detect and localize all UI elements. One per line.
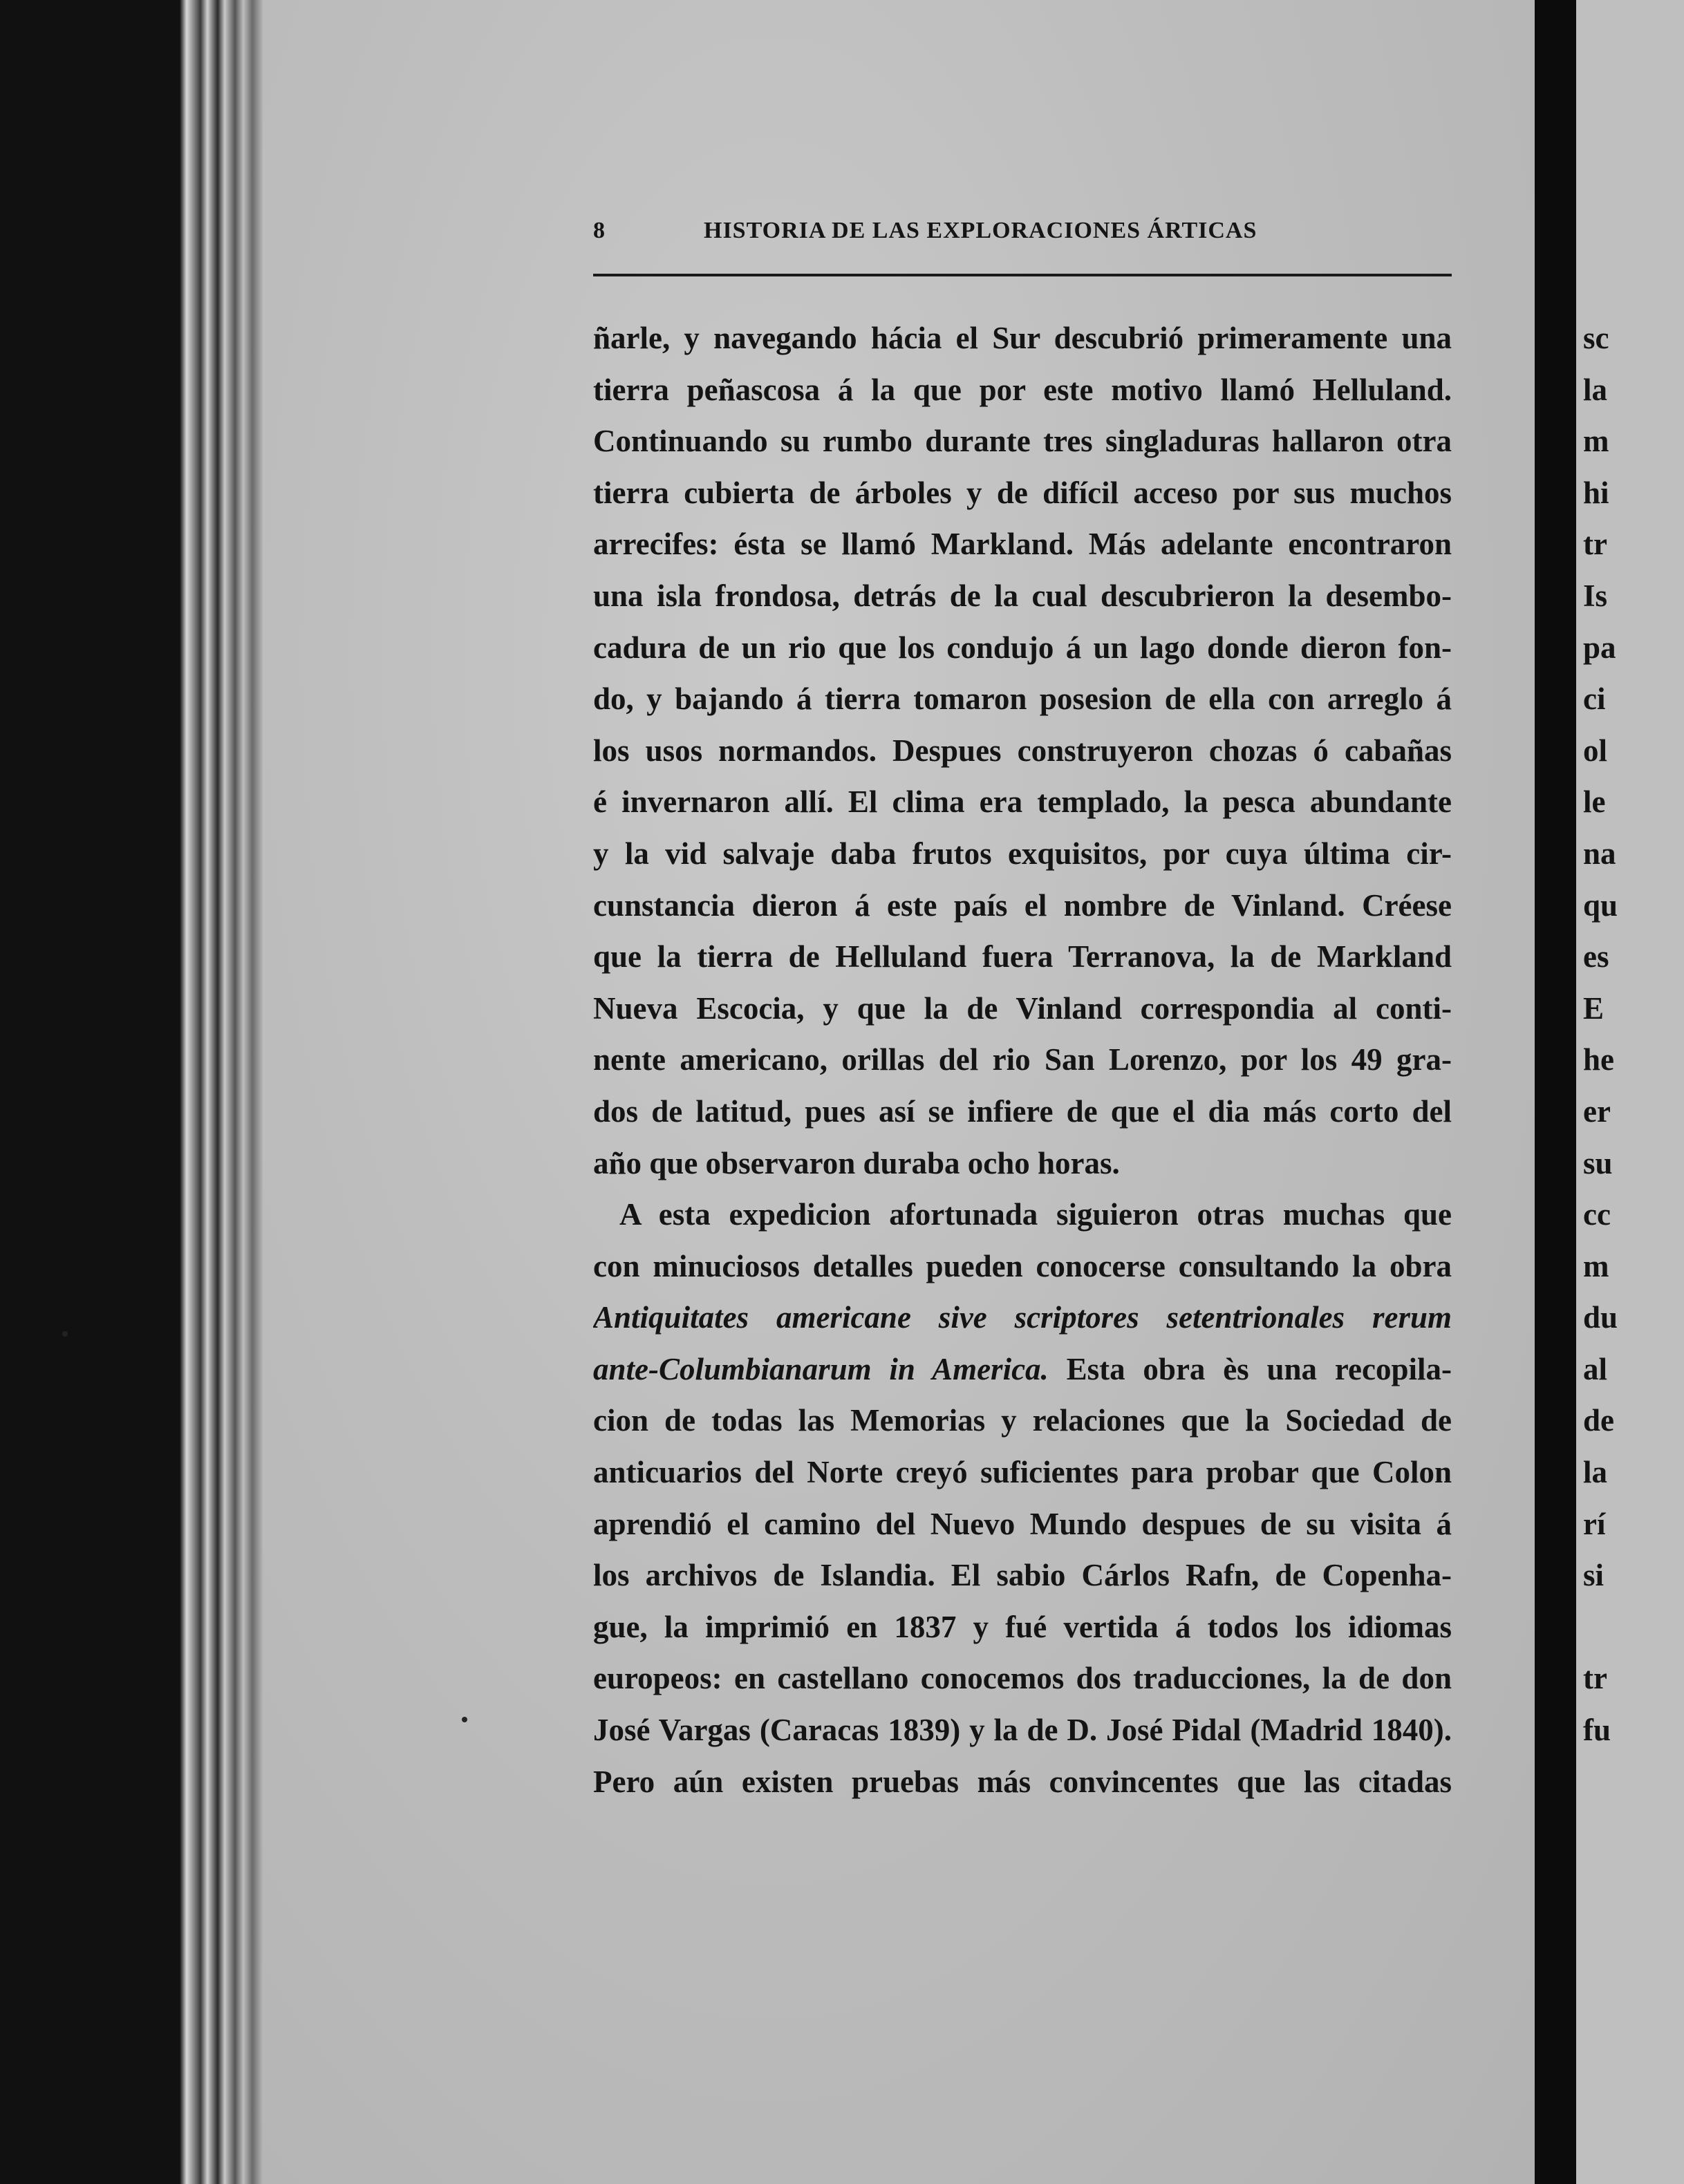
text-line: Continuando su rumbo durante tres singladuras hallaron otra <box>593 424 1452 459</box>
text-line: con minuciosos detalles pueden conocerse consultando la obra <box>593 1248 1452 1283</box>
book-edge <box>0 0 263 2184</box>
facing-page-fragments <box>1583 312 1618 1756</box>
text-line: los usos normandos. Despues construyeron chozas ó cabañas <box>593 733 1452 768</box>
fragment: er <box>1583 1093 1611 1129</box>
text-line: que la tierra de Helluland fuera Terranova, la de Markland <box>593 939 1452 975</box>
fragment: su <box>1583 1145 1613 1180</box>
fragment: de <box>1583 1403 1614 1438</box>
fragment: sc <box>1583 321 1609 355</box>
text-line: una isla frondosa, detrás de la cual descubrieron la desembo- <box>593 578 1452 613</box>
book-title-italic-end: ante-Columbianarum in America. <box>593 1351 1049 1386</box>
text-line: arrecifes: ésta se llamó Markland. Más adelante encontraron <box>593 527 1452 562</box>
body-text <box>593 312 1452 1807</box>
text-line-mixed <box>593 1344 1452 1395</box>
fragment: la <box>1583 372 1608 407</box>
running-head-title: HISTORIA DE LAS EXPLORACIONES ÁRTICAS <box>704 218 1257 243</box>
text-line: do, y bajando á tierra tomaron posesion de ella con arreglo á <box>593 681 1452 717</box>
fragment: hi <box>1583 475 1609 510</box>
text-line: dos de latitud, pues así se infiere de que el dia más corto del <box>593 1093 1452 1129</box>
speck <box>462 1717 467 1722</box>
fragment: Is <box>1583 578 1608 613</box>
header-rule <box>593 274 1452 276</box>
fragment: qu <box>1583 887 1618 923</box>
running-head <box>593 218 1457 244</box>
page-number: 8 <box>593 218 606 243</box>
fragment: fu <box>1583 1713 1611 1748</box>
text-line: los archivos de Islandia. El sabio Cárlos Rafn, de Copenha- <box>593 1558 1452 1593</box>
fragment: ol <box>1583 733 1608 768</box>
text-line: ñarle, y navegando hácia el Sur descubrió primeramente una <box>593 321 1452 355</box>
text-line: cion de todas las Memorias y relaciones que la Sociedad de <box>593 1403 1452 1438</box>
fragment: ci <box>1583 681 1606 717</box>
text-line: y la vid salvaje daba frutos exquisitos, por cuya última cir- <box>593 836 1452 871</box>
text-line: é invernaron allí. El clima era templado, la pesca abundante <box>593 784 1452 820</box>
text-line: europeos: en castellano conocemos dos traducciones, la de don <box>593 1661 1452 1696</box>
fragment: rí <box>1583 1506 1606 1541</box>
fragment: m <box>1583 424 1609 459</box>
text-line: aprendió el camino del Nuevo Mundo despues de su visita á <box>593 1506 1452 1541</box>
fragment: pa <box>1583 630 1616 665</box>
fragment: si <box>1583 1558 1605 1593</box>
facing-page-edge <box>1576 0 1684 2184</box>
text-line: anticuarios del Norte creyó suficientes para probar que Colon <box>593 1455 1452 1490</box>
text-line: cadura de un rio que los condujo á un lago donde dieron fon- <box>593 630 1452 665</box>
book-title-italic: Antiquitates americane sive scriptores setentrionales rerum <box>593 1300 1452 1335</box>
fragment: la <box>1583 1455 1608 1490</box>
fragment: na <box>1583 836 1616 871</box>
fragment: cc <box>1583 1197 1611 1232</box>
text-line: tierra cubierta de árboles y de difícil acceso por sus muchos <box>593 475 1452 510</box>
speck <box>62 1331 68 1337</box>
fragment: du <box>1583 1300 1618 1335</box>
text-line: Nueva Escocia, y que la de Vinland correspondia al conti- <box>593 990 1452 1026</box>
fragment: tr <box>1583 1661 1607 1696</box>
fragment: es <box>1583 939 1609 975</box>
page-gutter <box>1535 0 1576 2184</box>
text-line: Pero aún existen pruebas más convincentes que las citadas <box>593 1764 1452 1799</box>
fragment: m <box>1583 1248 1609 1283</box>
fragment: al <box>1583 1351 1608 1386</box>
text-line: cunstancia dieron á este país el nombre de Vinland. Créese <box>593 887 1452 923</box>
text-line: A esta expedicion afortunada siguieron otras muchas que <box>619 1197 1452 1232</box>
fragment: E <box>1583 990 1605 1026</box>
text-line: nente americano, orillas del rio San Lorenzo, por los 49 gra- <box>593 1042 1452 1077</box>
text-fragment: Esta obra ès una recopila- <box>1048 1351 1452 1386</box>
text-line: gue, la imprimió en 1837 y fué vertida á todos los idiomas <box>593 1609 1452 1644</box>
text-line: José Vargas (Caracas 1839) y la de D. José Pidal (Madrid 1840). <box>593 1713 1452 1748</box>
text-line: año que observaron duraba ocho horas. <box>593 1145 1120 1180</box>
fragment: he <box>1583 1042 1614 1077</box>
fragment: le <box>1583 784 1606 820</box>
fragment: tr <box>1583 527 1607 562</box>
text-line: tierra peñascosa á la que por este motivo llamó Helluland. <box>593 372 1452 407</box>
